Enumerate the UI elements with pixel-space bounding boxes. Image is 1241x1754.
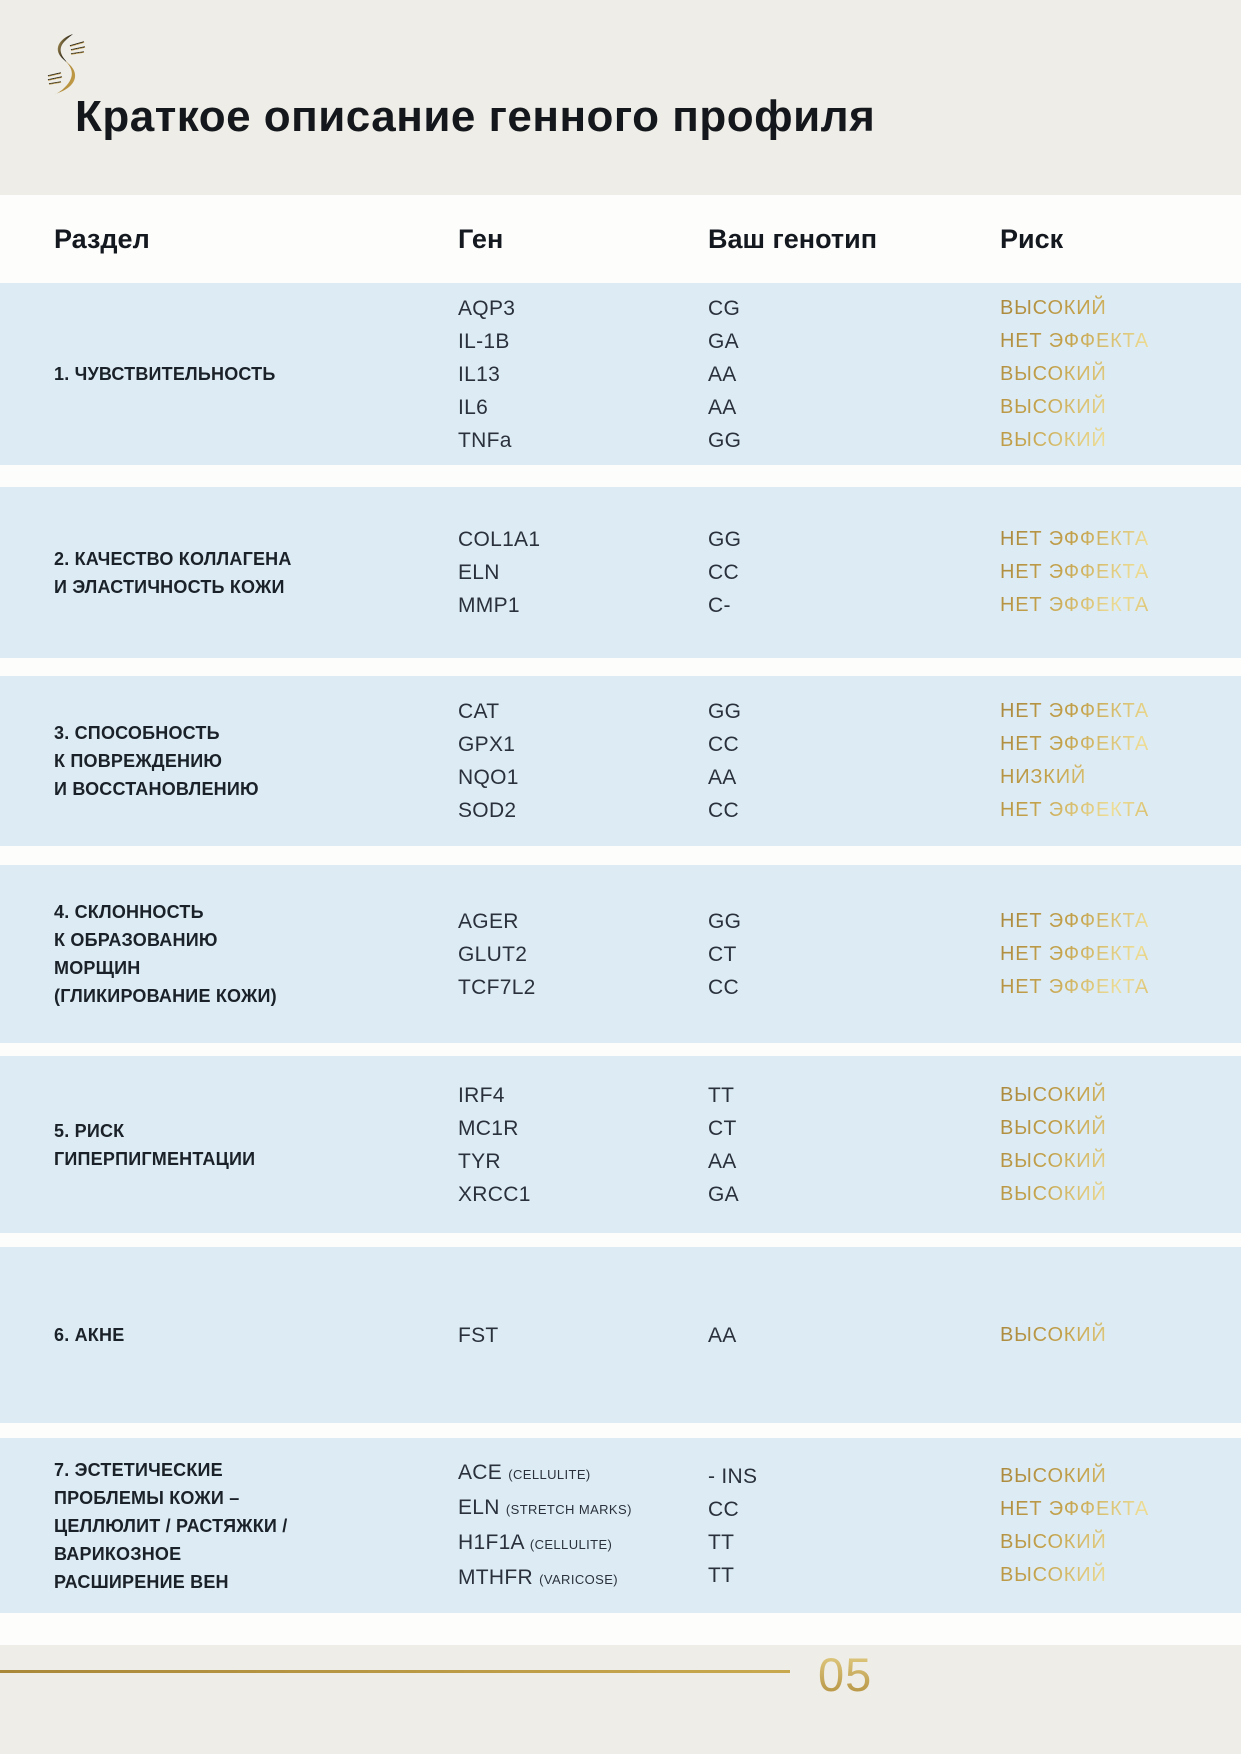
genotype-value: - INS (708, 1464, 758, 1488)
section-title-line: (ГЛИКИРОВАНИЕ КОЖИ) (54, 986, 277, 1006)
footer-divider-line (0, 1670, 790, 1673)
gene-column (458, 1319, 708, 1352)
risk-column (1000, 292, 1241, 457)
section-title (54, 1321, 458, 1349)
genotype-value: AA (708, 395, 737, 419)
genotype-value: CC (708, 975, 739, 999)
column-header-section: Раздел (54, 223, 150, 254)
risk-column (1000, 905, 1241, 1004)
risk-column (1000, 1319, 1241, 1352)
genotype-value: CC (708, 1497, 739, 1521)
genotype-value: AA (708, 362, 737, 386)
risk-value: ВЫСОКИЙ (1000, 1149, 1107, 1172)
risk-value: ВЫСОКИЙ (1000, 362, 1107, 385)
genotype-value: CT (708, 942, 737, 966)
risk-value: НЕТ ЭФФЕКТА (1000, 528, 1150, 550)
section-title-line: 6. АКНЕ (54, 1325, 125, 1345)
genotype-value: CC (708, 561, 739, 584)
genotype-value: GA (708, 1182, 739, 1206)
risk-column (1000, 1460, 1241, 1592)
section-title-line: И ЭЛАСТИЧНОСТЬ КОЖИ (54, 576, 285, 597)
section-title-line: ГИПЕРПИГМЕНТАЦИИ (54, 1148, 256, 1169)
gene-symbol: TYR (458, 1149, 501, 1173)
gene-symbol: IL6 (458, 395, 489, 419)
section-title-line: 3. СПОСОБНОСТЬ (54, 723, 220, 743)
genotype-column (708, 1460, 1000, 1592)
gene-symbol: NQO1 (458, 766, 519, 789)
section-title-line: РАСШИРЕНИЕ ВЕН (54, 1571, 229, 1592)
gene-name (458, 1561, 708, 1596)
gene-name (458, 938, 708, 971)
genotype-value: CC (708, 799, 739, 822)
risk-value: НЕТ ЭФФЕКТА (1000, 561, 1150, 583)
section-title (54, 545, 458, 601)
gene-note: (CELLULITE) (508, 1466, 591, 1482)
risk-value: ВЫСОКИЙ (1000, 1464, 1107, 1487)
gene-name (458, 391, 708, 424)
gene-name (458, 556, 708, 589)
gene-name (458, 695, 708, 728)
gene-symbol: COL1A1 (458, 528, 541, 551)
gene-name (458, 761, 708, 794)
genotype-value: AA (708, 1323, 737, 1347)
gene-symbol: FST (458, 1323, 499, 1347)
risk-column (1000, 1079, 1241, 1211)
gene-symbol: IL-1B (458, 329, 510, 353)
gene-symbol: ACE (458, 1460, 503, 1484)
section-title-line: МОРЩИН (54, 958, 141, 978)
genotype-value: TT (708, 1563, 735, 1587)
risk-column (1000, 523, 1241, 622)
genotype-column (708, 523, 1000, 622)
section-title (54, 898, 458, 1010)
gene-symbol: ELN (458, 1495, 500, 1519)
risk-value: ВЫСОКИЙ (1000, 1530, 1107, 1553)
risk-value: НЕТ ЭФФЕКТА (1000, 799, 1150, 821)
section-title (54, 1456, 458, 1596)
risk-value: НИЗКИЙ (1000, 766, 1087, 788)
risk-value: НЕТ ЭФФЕКТА (1000, 733, 1150, 755)
table-header-row (0, 195, 1241, 283)
gene-symbol: MC1R (458, 1116, 519, 1140)
risk-value: ВЫСОКИЙ (1000, 1116, 1107, 1139)
gene-symbol: AGER (458, 909, 519, 933)
section-block (0, 283, 1241, 465)
genotype-column (708, 695, 1000, 827)
genotype-value: TT (708, 1083, 735, 1107)
gene-note: (VARICOSE) (539, 1571, 619, 1587)
gene-column (458, 1079, 708, 1211)
risk-value: НЕТ ЭФФЕКТА (1000, 909, 1150, 932)
section-block (0, 1056, 1241, 1233)
page-header (0, 0, 1241, 195)
genotype-value: AA (708, 1149, 737, 1173)
gene-name (458, 794, 708, 827)
gene-symbol: IL13 (458, 362, 501, 386)
gene-symbol: TNFa (458, 428, 512, 452)
section-title-line: ЦЕЛЛЮЛИТ / РАСТЯЖКИ / (54, 1515, 288, 1536)
section-title (54, 1117, 458, 1173)
risk-value: НЕТ ЭФФЕКТА (1000, 942, 1150, 965)
gene-symbol: MTHFR (458, 1565, 533, 1589)
section-title-line: ВАРИКОЗНОЕ (54, 1543, 182, 1564)
genotype-value: AA (708, 766, 737, 789)
gene-name (458, 1319, 708, 1352)
section-title-line: 1. ЧУВСТВИТЕЛЬНОСТЬ (54, 364, 276, 384)
column-header-genotype: Ваш генотип (708, 223, 878, 254)
gene-name (458, 424, 708, 457)
gene-symbol: MMP1 (458, 594, 520, 617)
gene-column (458, 1456, 708, 1596)
gene-symbol: AQP3 (458, 296, 516, 320)
gene-name (458, 589, 708, 622)
gene-name (458, 728, 708, 761)
gene-name (458, 971, 708, 1004)
gene-column (458, 523, 708, 622)
gene-symbol: TCF7L2 (458, 975, 536, 999)
gene-symbol: GLUT2 (458, 942, 528, 966)
gene-name (458, 905, 708, 938)
gene-symbol: XRCC1 (458, 1182, 531, 1206)
section-title-line: К ПОВРЕЖДЕНИЮ (54, 751, 223, 771)
gene-column (458, 695, 708, 827)
risk-value: ВЫСОКИЙ (1000, 1323, 1107, 1346)
risk-value: НЕТ ЭФФЕКТА (1000, 1497, 1150, 1520)
section-block (0, 1438, 1241, 1613)
sections-container (0, 283, 1241, 1613)
gene-name (458, 1178, 708, 1211)
gene-name (458, 1112, 708, 1145)
genotype-column (708, 1079, 1000, 1211)
page-number: 05 (818, 1648, 873, 1701)
section-block (0, 487, 1241, 658)
gene-name (458, 325, 708, 358)
genotype-value: CC (708, 733, 739, 756)
genotype-value: GA (708, 329, 739, 353)
gene-symbol: IRF4 (458, 1083, 505, 1107)
genotype-value: GG (708, 700, 742, 723)
genotype-value: TT (708, 1530, 735, 1554)
gene-column (458, 292, 708, 457)
gene-symbol: CAT (458, 700, 500, 723)
column-header-risk: Риск (1000, 223, 1064, 254)
gene-profile-table (0, 195, 1241, 1645)
gene-note: (STRETCH MARKS) (505, 1501, 632, 1517)
section-title-line: 7. ЭСТЕТИЧЕСКИЕ (54, 1459, 223, 1480)
section-title-line: 5. РИСК (54, 1120, 125, 1141)
risk-value: ВЫСОКИЙ (1000, 395, 1107, 418)
genotype-column (708, 292, 1000, 457)
gene-symbol: H1F1A (458, 1530, 524, 1554)
gene-name (458, 358, 708, 391)
gene-name (458, 1079, 708, 1112)
genotype-value: GG (708, 909, 742, 933)
risk-value: НЕТ ЭФФЕКТА (1000, 975, 1150, 998)
gene-symbol: SOD2 (458, 799, 517, 822)
genotype-column (708, 1319, 1000, 1352)
risk-column (1000, 695, 1241, 827)
risk-value: ВЫСОКИЙ (1000, 1182, 1107, 1205)
column-header-gene: Ген (458, 223, 504, 254)
gene-name (458, 1145, 708, 1178)
section-title-line: 2. КАЧЕСТВО КОЛЛАГЕНА (54, 548, 292, 569)
gene-name (458, 292, 708, 325)
genotype-value: GG (708, 528, 742, 551)
gene-name (458, 1456, 708, 1491)
gene-note: (CELLULITE) (529, 1536, 613, 1552)
gene-symbol: GPX1 (458, 733, 516, 756)
section-title-line: 4. СКЛОННОСТЬ (54, 902, 204, 922)
risk-value: НЕТ ЭФФЕКТА (1000, 594, 1150, 616)
genotype-value: GG (708, 428, 742, 452)
dna-logo-icon (40, 32, 92, 96)
risk-value: ВЫСОКИЙ (1000, 428, 1107, 451)
genotype-value: C- (708, 594, 731, 617)
section-block (0, 1247, 1241, 1423)
page-footer (0, 1645, 1241, 1754)
risk-value: ВЫСОКИЙ (1000, 296, 1107, 319)
gene-symbol: ELN (458, 561, 500, 584)
risk-value: НЕТ ЭФФЕКТА (1000, 700, 1150, 722)
section-title (54, 719, 458, 803)
risk-value: ВЫСОКИЙ (1000, 1563, 1107, 1586)
section-title-line: К ОБРАЗОВАНИЮ (54, 930, 218, 950)
gene-name (458, 1491, 708, 1526)
genotype-value: CG (708, 296, 741, 320)
risk-value: НЕТ ЭФФЕКТА (1000, 329, 1150, 352)
section-title (54, 360, 458, 388)
section-title-line: И ВОССТАНОВЛЕНИЮ (54, 779, 259, 799)
page-title: Краткое описание генного профиля (75, 92, 876, 141)
genotype-column (708, 905, 1000, 1004)
section-block (0, 865, 1241, 1043)
section-title-line: ПРОБЛЕМЫ КОЖИ – (54, 1487, 240, 1508)
gene-column (458, 905, 708, 1004)
gene-name (458, 1526, 708, 1561)
genotype-value: CT (708, 1116, 737, 1140)
risk-value: ВЫСОКИЙ (1000, 1083, 1107, 1106)
section-block (0, 676, 1241, 846)
gene-name (458, 523, 708, 556)
